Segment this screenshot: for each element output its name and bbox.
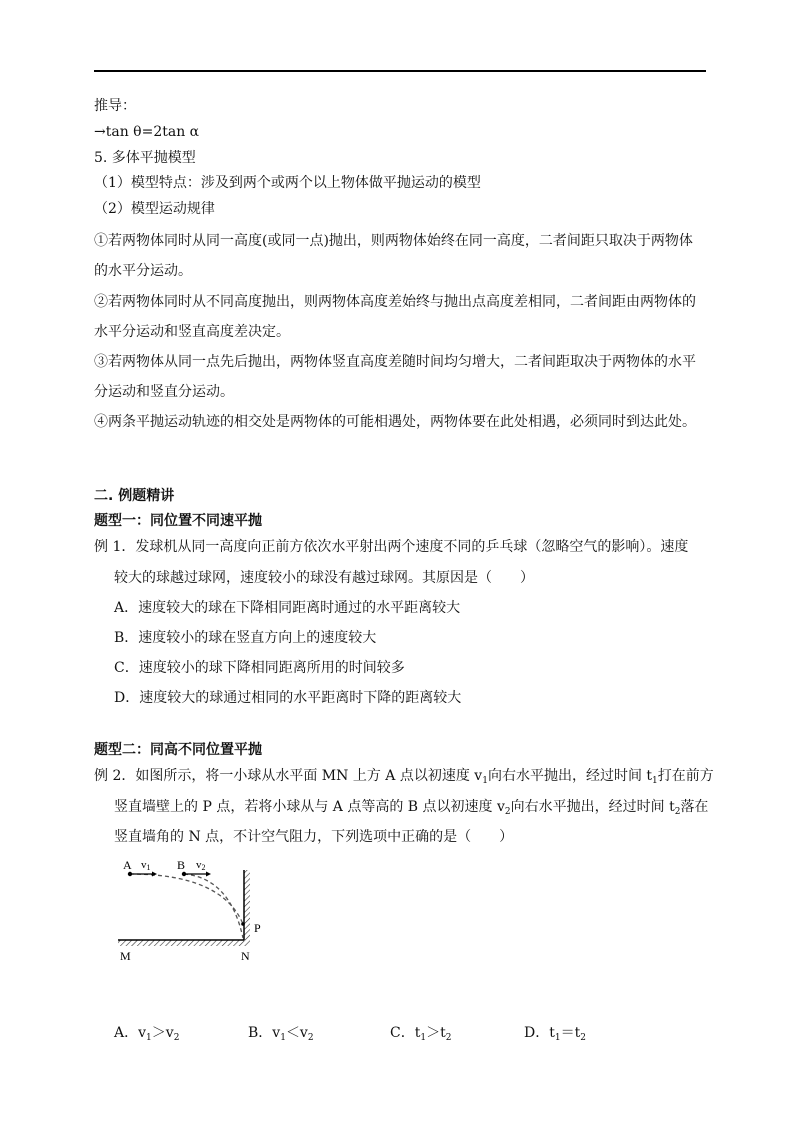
example2-option-c: C．$t_1>t_2$ [390,1025,452,1043]
rule1-line2: 的水平分运动。 [94,263,192,279]
section5-item2: （2）模型运动规律 [94,201,215,217]
label-b: B [177,858,186,872]
example1-line2: 较大的球越过球网，速度较小的球没有越过球网。其原因是（ ） [114,570,534,586]
rule4: ④两条平抛运动轨迹的相交处是两物体的可能相遇处，两物体要在此处相遇，必须同时到达此处。 [94,414,696,430]
label-v1: v1 [141,859,151,872]
projectile-figure [112,852,282,964]
type1-title: 题型一：同位置不同速平抛 [94,513,262,529]
example1-option-b: B．速度较小的球在竖直方向上的速度较大 [114,630,377,646]
formula: →tan θ=2tan α [94,124,200,140]
label-m: M [120,949,131,963]
ground-hatch [118,940,244,946]
rule1-line1: ①若两物体同时从同一高度(或同一点)抛出，则两物体始终在同一高度，二者间距只取决于两物体 [94,233,693,249]
arrowhead-b [206,872,211,877]
ball-b [182,872,186,876]
label-p: P [254,921,261,935]
label-v2: v2 [196,859,206,872]
rule3-line2: 分运动和竖直分运动。 [94,384,234,400]
rule2-line2: 水平分运动和竖直高度差决定。 [94,324,290,340]
trajectory-a [130,874,243,924]
rule2-line1: ②若两物体同时从不同高度抛出，则两物体高度差始终与抛出点高度差相同，二者间距由两物体的 [94,294,696,310]
trajectory-b [184,874,243,938]
rule3-line1: ③若两物体从同一点先后抛出，两物体竖直高度差随时间均匀增大，二者间距取决于两物体的水平 [94,354,696,370]
section5-item1: （1）模型特点：涉及到两个或两个以上物体做平抛运动的模型 [94,175,481,191]
label-a: A [123,858,132,872]
example1-line1: 例 1．发球机从同一高度向正前方依次水平射出两个速度不同的乒乓球（忽略空气的影响）。速度 [94,539,689,555]
header-rule [94,70,706,72]
wall-hatch [244,870,250,946]
section5-title: 5. 多体平抛模型 [94,150,196,166]
example2-option-d: D．$t_1=t_2$ [524,1025,586,1043]
point-p [241,922,245,926]
example1-option-a: A．速度较大的球在下降相同距离时通过的水平距离较大 [114,600,461,616]
example1-option-d: D．速度较大的球通过相同的水平距离时下降的距离较大 [114,690,462,706]
example1-option-c: C．速度较小的球下降相同距离所用的时间较多 [114,660,405,676]
ball-a [128,872,132,876]
example2-option-a: A．$v_1>v_2$ [114,1025,180,1043]
example2-line3: 竖直墙角的 N 点，不计空气阻力，下列选项中正确的是（ ） [114,829,514,845]
type2-title: 题型二：同高不同位置平抛 [94,742,262,758]
part2-title: 二. 例题精讲 [94,488,175,504]
example2-line2: 竖直墙壁上的 P 点，若将小球从与 A 点等高的 B 点以初速度 $v_2$向右水平抛出，经过时间 $t_2$落在 [114,799,709,817]
label-n: N [241,949,250,963]
example2-option-b: B．$v_1<v_2$ [248,1025,314,1043]
arrowhead-a [152,872,157,877]
example2-line1: 例 2．如图所示，将一小球从水平面 MN 上方 A 点以初速度 $v_1$向右水平抛出，经过时间 $t_1$打在前方 [94,768,714,786]
derivation-label: 推导： [94,98,136,114]
